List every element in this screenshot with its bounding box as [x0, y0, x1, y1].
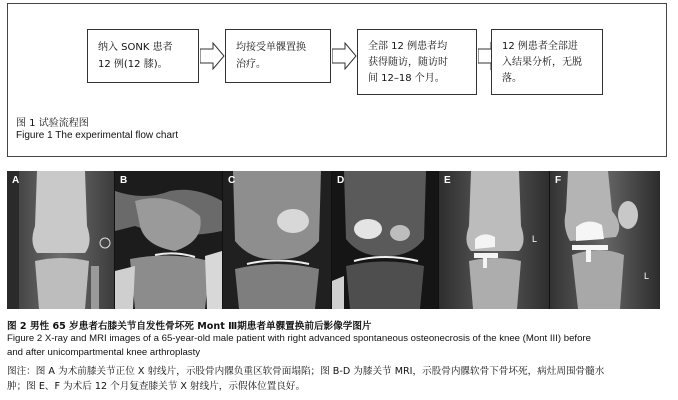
panel-d-label: D — [337, 175, 345, 186]
flow-box-line: 获得随访，随访时 — [368, 57, 448, 68]
panel-c-mri-coronal — [223, 171, 331, 309]
flow-box-line: 纳入 SONK 患者 — [98, 42, 173, 53]
knee-xray-postop-lateral-image — [550, 171, 660, 309]
flow-box-line: 间 12–18 个月。 — [368, 73, 445, 84]
panel-a-xray-preop — [7, 171, 114, 309]
panel-f-xray-postop-lateral — [550, 171, 660, 309]
panel-e-side-marker: L — [532, 234, 538, 244]
flow-arrow-1 — [200, 42, 225, 70]
figure2-caption-cn: 图 2 男性 65 岁患者右膝关节自发性骨坏死 Mont Ⅲ期患者单髁置换前后影像学图片 — [7, 321, 372, 332]
flow-box-line: 落。 — [502, 73, 522, 84]
flow-box-enrollment — [87, 29, 199, 83]
panel-c-label: C — [228, 175, 236, 186]
figure2-note-line1: 图注：图 A 为术前膝关节正位 X 射线片，示股骨内髁负重区软骨面塌陷；图 B-D 为膝关节 MRI，示股骨内髁软骨下骨坏死，病灶周围骨髓水 — [7, 366, 605, 377]
figure2-caption-en-line1: Figure 2 X-ray and MRI images of a 65-year-old male patient with right advanced spontaneous osteonecrosis of the knee (Mont III) before — [7, 333, 591, 344]
panel-f-side-marker: L — [644, 271, 650, 281]
knee-mri-sagittal-image — [115, 171, 222, 309]
flow-box-treatment — [225, 29, 331, 83]
flow-box-line: 全部 12 例患者均 — [368, 41, 448, 52]
figure2-caption-en-line2: and after unicompartmental knee arthroplasty — [7, 347, 201, 358]
figure1-caption-en: Figure 1 The experimental flow chart — [16, 130, 179, 141]
panel-b-mri-sagittal — [115, 171, 222, 309]
figure1-caption-cn: 图 1 试验流程图 — [16, 118, 89, 129]
flow-box-line: 12 例(12 膝)。 — [98, 59, 168, 70]
flow-arrow-2 — [332, 42, 357, 70]
panel-e-label: E — [444, 175, 451, 186]
panel-f-label: F — [555, 175, 562, 186]
flow-box-line: 治疗。 — [236, 59, 266, 70]
panel-d-mri-coronal-fs — [332, 171, 438, 309]
panel-e-xray-postop-ap — [439, 171, 549, 309]
figure2-image-strip — [7, 171, 660, 309]
panel-b-label: B — [120, 175, 128, 186]
panel-a-label: A — [12, 175, 20, 186]
flow-box-followup — [357, 29, 477, 95]
flow-box-line: 均接受单髁置换 — [236, 42, 306, 53]
knee-mri-fatsat-image — [332, 171, 438, 309]
knee-mri-coronal-image — [223, 171, 331, 309]
figure2-note-line2: 肿；图 E、F 为术后 12 个月复查膝关节 X 射线片，示假体位置良好。 — [7, 381, 306, 392]
knee-xray-ap-image — [7, 171, 114, 309]
flow-box-line: 12 例患者全部进 — [502, 41, 578, 52]
figure1-frame — [7, 3, 667, 157]
flow-box-analysis — [491, 29, 603, 95]
flow-box-line: 入结果分析，无脱 — [502, 57, 582, 68]
